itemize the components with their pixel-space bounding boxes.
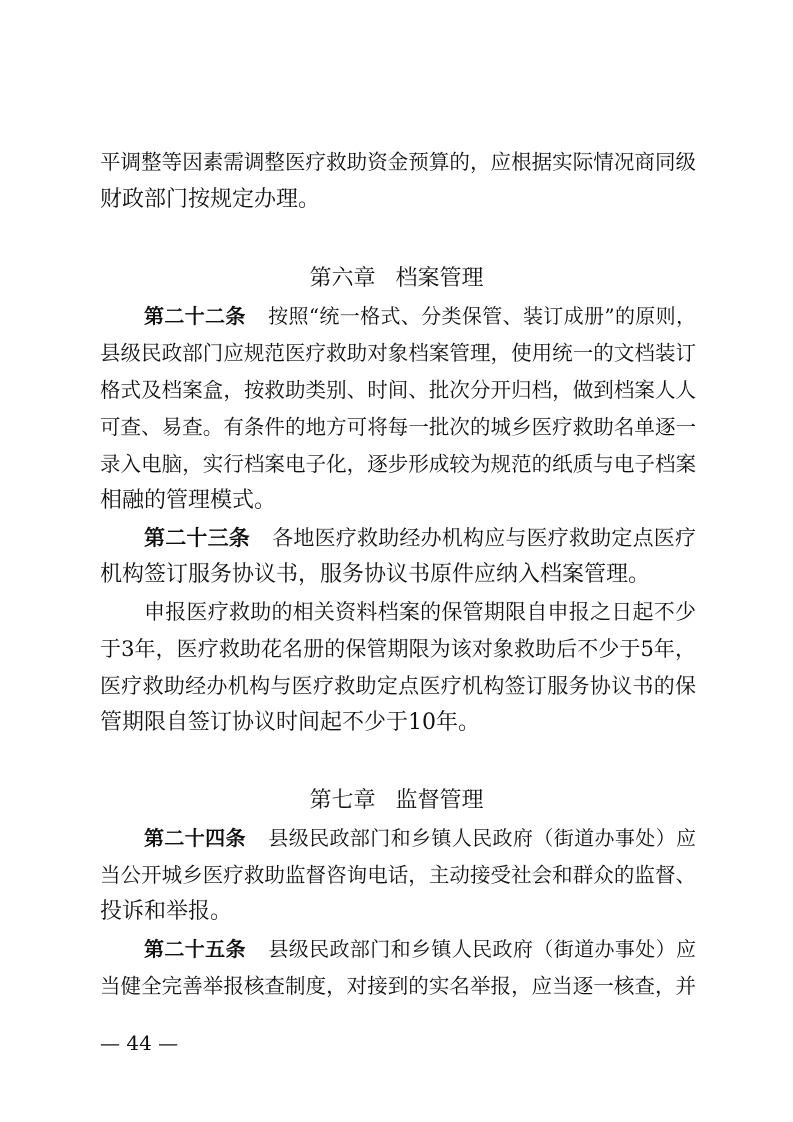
body-text-line: 可查、易查。有条件的地方可将每一批次的城乡医疗救助名单逐一 (100, 415, 696, 439)
body-text-line: 格式及档案盒，按救助类别、时间、批次分开归档，做到档案人人 (100, 378, 696, 402)
article-text: 按照“统一格式、分类保管、装订成册”的原则， (267, 304, 697, 328)
page-number: — 44 — (100, 1031, 179, 1055)
article-label: 第二十二条 (144, 304, 246, 328)
body-text-line: 县级民政部门应规范医疗救助对象档案管理，使用统一的文档装订 (100, 341, 696, 365)
chapter-number: 第六章 (309, 266, 376, 291)
body-text-line: 财政部门按规定办理。 (100, 187, 321, 212)
chapter-heading (0, 787, 793, 815)
article-text: 县级民政部门和乡镇人民政府（街道办事处）应 (267, 937, 697, 961)
body-text-line: 当公开城乡医疗救助监督咨询电话，主动接受社会和群众的监督、 (100, 863, 696, 887)
body-text-line: 机构签订服务协议书，服务协议书原件应纳入档案管理。 (100, 562, 651, 587)
body-text-line: 医疗救助经办机构与医疗救助定点医疗机构签订服务协议书的保 (100, 674, 696, 698)
chapter-heading (0, 265, 793, 293)
body-text-line: 管期限自签订协议时间起不少于10年。 (100, 710, 480, 735)
body-text-line: 录入电脑，实行档案电子化，逐步形成较为规范的纸质与电子档案 (100, 452, 696, 476)
article-first-line (144, 824, 696, 852)
article-text: 县级民政部门和乡镇人民政府（街道办事处）应 (267, 826, 697, 850)
article-label: 第二十五条 (144, 937, 246, 961)
body-text-line: 于3年，医疗救助花名册的保管期限为该对象救助后不少于5年， (100, 637, 696, 661)
body-text-line: 投诉和举报。 (100, 899, 233, 924)
article-first-line (144, 935, 696, 963)
chapter-number: 第七章 (309, 788, 376, 813)
chapter-title: 档案管理 (395, 266, 484, 291)
paragraph-first-line: 申报医疗救助的相关资料档案的保管期限自申报之日起不少 (144, 600, 696, 624)
article-first-line (144, 524, 696, 552)
article-first-line (144, 302, 696, 330)
body-text-line: 当健全完善举报核查制度，对接到的实名举报，应当逐一核查，并 (100, 974, 696, 998)
article-text: 各地医疗救助经办机构应与医疗救助定点医疗 (272, 526, 696, 550)
chapter-title: 监督管理 (395, 788, 484, 813)
article-label: 第二十四条 (144, 826, 246, 850)
body-text-line: 平调整等因素需调整医疗救助资金预算的，应根据实际情况商同级 (100, 150, 696, 174)
article-label: 第二十三条 (144, 526, 250, 550)
body-text-line: 相融的管理模式。 (100, 488, 277, 513)
